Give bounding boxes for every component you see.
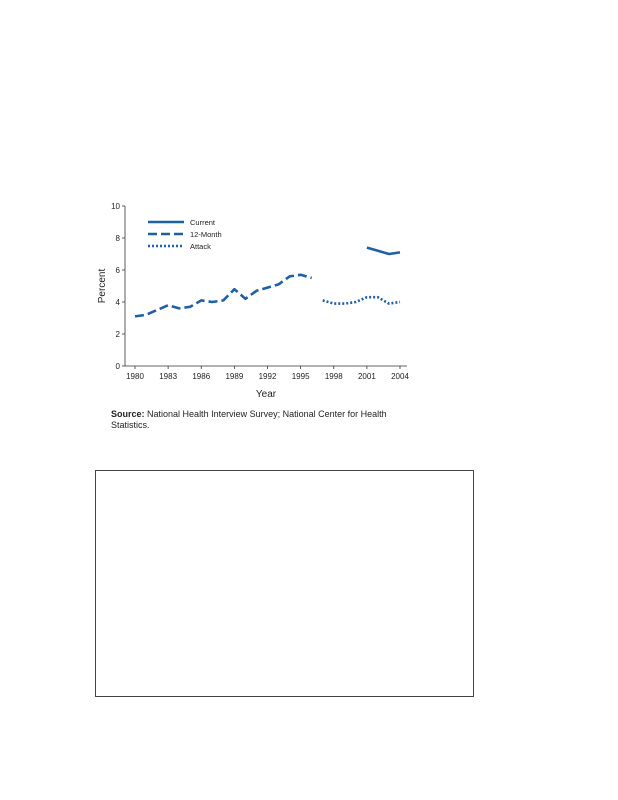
y-tick-label: 6	[115, 266, 120, 275]
x-axis-title: Year	[255, 389, 277, 400]
y-tick-label: 2	[115, 330, 120, 339]
source-text: National Health Interview Survey; National Center for Health Statistics.	[111, 409, 387, 430]
y-tick-label: 10	[111, 202, 120, 211]
plot-area	[111, 202, 409, 381]
empty-content-box	[95, 470, 474, 697]
y-axis-title: Percent	[97, 268, 108, 304]
y-tick-label: 8	[115, 234, 120, 243]
x-tick-label: 1980	[126, 372, 144, 381]
legend-label: 12-Month	[190, 230, 222, 239]
x-tick-label: 1986	[192, 372, 211, 381]
x-tick-label: 1992	[258, 372, 277, 381]
x-tick-label: 2001	[357, 372, 376, 381]
source-note	[111, 409, 416, 431]
x-tick-label: 1983	[159, 372, 178, 381]
x-tick-label: 1995	[291, 372, 310, 381]
y-tick-label: 0	[115, 362, 120, 371]
x-tick-label: 1989	[225, 372, 244, 381]
source-label: Source:	[111, 409, 145, 419]
x-tick-label: 2004	[391, 372, 409, 381]
y-tick-label: 4	[115, 298, 120, 307]
x-tick-label: 1998	[324, 372, 343, 381]
x-axis-ticks	[126, 366, 409, 381]
plot-background	[125, 206, 407, 366]
legend-label: Current	[190, 218, 216, 227]
legend-label: Attack	[190, 242, 211, 251]
y-axis-ticks	[111, 202, 125, 371]
